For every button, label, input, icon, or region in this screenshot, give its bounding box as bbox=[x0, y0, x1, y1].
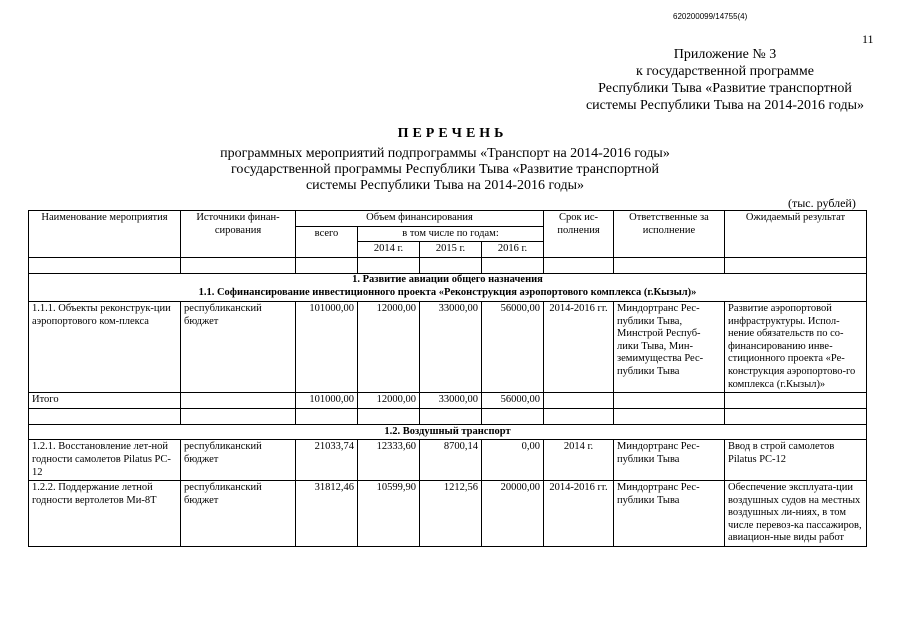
cell-result bbox=[725, 393, 867, 409]
cell-source: республиканский бюджет bbox=[181, 301, 296, 392]
cell-2014: 10599,90 bbox=[358, 481, 420, 547]
cell-responsible bbox=[614, 393, 725, 409]
header-source: Источники финан-сирования bbox=[181, 211, 296, 258]
table-row bbox=[29, 440, 867, 481]
header-result: Ожидаемый результат bbox=[725, 211, 867, 258]
cell-source: республиканский бюджет bbox=[181, 481, 296, 547]
header-2016: 2016 г. bbox=[482, 242, 544, 258]
cell-2015: 33000,00 bbox=[420, 301, 482, 392]
cell-2015: 8700,14 bbox=[420, 440, 482, 481]
cell-total: 101000,00 bbox=[296, 301, 358, 392]
appendix-line: системы Республики Тыва на 2014-2016 годы» bbox=[585, 98, 865, 113]
cell-2015: 1212,56 bbox=[420, 481, 482, 547]
cell-name: 1.2.1. Восстановление лет-ной годности самолетов Pilatus PC-12 bbox=[29, 440, 181, 481]
total-2016: 56000,00 bbox=[482, 393, 544, 409]
appendix-header bbox=[560, 46, 890, 114]
document-subtitle bbox=[195, 146, 695, 194]
appendix-line: Приложение № 3 bbox=[673, 47, 777, 62]
header-responsible: Ответственные за исполнение bbox=[614, 211, 725, 258]
units-label: (тыс. рублей) bbox=[788, 196, 856, 210]
header-2014: 2014 г. bbox=[358, 242, 420, 258]
cell-term: 2014-2016 гг. bbox=[544, 301, 614, 392]
total-row bbox=[29, 393, 867, 409]
subtitle-line: программных мероприятий подпрограммы «Транспорт на 2014-2016 годы» bbox=[220, 146, 670, 161]
cell-total: 21033,74 bbox=[296, 440, 358, 481]
cell-term bbox=[544, 393, 614, 409]
subtitle-line: системы Республики Тыва на 2014-2016 годы» bbox=[305, 178, 585, 193]
section-row bbox=[29, 273, 867, 286]
section-title: 1.2. Воздушный транспорт bbox=[29, 424, 867, 440]
subtitle-line: государственной программы Республики Тыва «Развитие транспортной bbox=[230, 162, 660, 177]
cell-source bbox=[181, 393, 296, 409]
cell-term: 2014 г. bbox=[544, 440, 614, 481]
section-title: 1. Развитие авиации общего назначения bbox=[29, 273, 867, 286]
header-2015: 2015 г. bbox=[420, 242, 482, 258]
section-row bbox=[29, 286, 867, 301]
page-number: 11 bbox=[862, 32, 874, 46]
cell-2016: 0,00 bbox=[482, 440, 544, 481]
header-name: Наименование мероприятия bbox=[29, 211, 181, 258]
cell-source: республиканский бюджет bbox=[181, 440, 296, 481]
spacer-row bbox=[29, 257, 867, 273]
cell-2014: 12000,00 bbox=[358, 301, 420, 392]
spacer-row bbox=[29, 408, 867, 424]
appendix-line: Республики Тыва «Развитие транспортной bbox=[598, 81, 852, 96]
program-table bbox=[28, 210, 867, 547]
cell-result: Ввод в строй самолетов Pilatus PC-12 bbox=[725, 440, 867, 481]
cell-name: 1.1.1. Объекты реконструк-ции аэропортового ком-плекса bbox=[29, 301, 181, 392]
header-volume: Объем финансирования bbox=[296, 211, 544, 227]
section-row bbox=[29, 424, 867, 440]
cell-responsible: Миндортранс Рес-публики Тыва bbox=[614, 440, 725, 481]
table-header-row bbox=[29, 211, 867, 227]
total-total: 101000,00 bbox=[296, 393, 358, 409]
cell-2016: 56000,00 bbox=[482, 301, 544, 392]
cell-responsible: Миндортранс Рес-публики Тыва bbox=[614, 481, 725, 547]
cell-result: Обеспечение эксплуата-ции воздушных судов на местных воздушных ли-ниях, в том числе перевоз-ка пассажиров, авиацион-ные виды работ bbox=[725, 481, 867, 547]
document-title: ПЕРЕЧЕНЬ bbox=[397, 126, 508, 141]
cell-total: 31812,46 bbox=[296, 481, 358, 547]
cell-responsible: Миндортранс Рес-публики Тыва, Минстрой Респуб-лики Тыва, Мин-земимущества Рес-публики Тыва bbox=[614, 301, 725, 392]
total-2014: 12000,00 bbox=[358, 393, 420, 409]
cell-name: 1.2.2. Поддержание летной годности вертолетов Ми-8Т bbox=[29, 481, 181, 547]
document-id: 620200099/14755(4) bbox=[673, 12, 748, 21]
header-including: в том числе по годам: bbox=[358, 226, 544, 242]
cell-term: 2014-2016 гг. bbox=[544, 481, 614, 547]
cell-result: Развитие аэропортовой инфраструктуры. Испол-нение обязательств по со-финансированию инве-стиционного проекта «Ре-конструкция аэропортово-го комплекса (г.Кызыл)» bbox=[725, 301, 867, 392]
cell-2014: 12333,60 bbox=[358, 440, 420, 481]
header-term: Срок ис-полнения bbox=[544, 211, 614, 258]
total-2015: 33000,00 bbox=[420, 393, 482, 409]
header-total: всего bbox=[296, 226, 358, 257]
cell-2016: 20000,00 bbox=[482, 481, 544, 547]
total-label: Итого bbox=[29, 393, 181, 409]
section-subtitle: 1.1. Софинансирование инвестиционного проекта «Реконструкция аэропортового комплекса (г.Кызыл)» bbox=[29, 286, 867, 301]
table-row bbox=[29, 481, 867, 547]
appendix-line: к государственной программе bbox=[636, 64, 814, 79]
table-row bbox=[29, 301, 867, 392]
